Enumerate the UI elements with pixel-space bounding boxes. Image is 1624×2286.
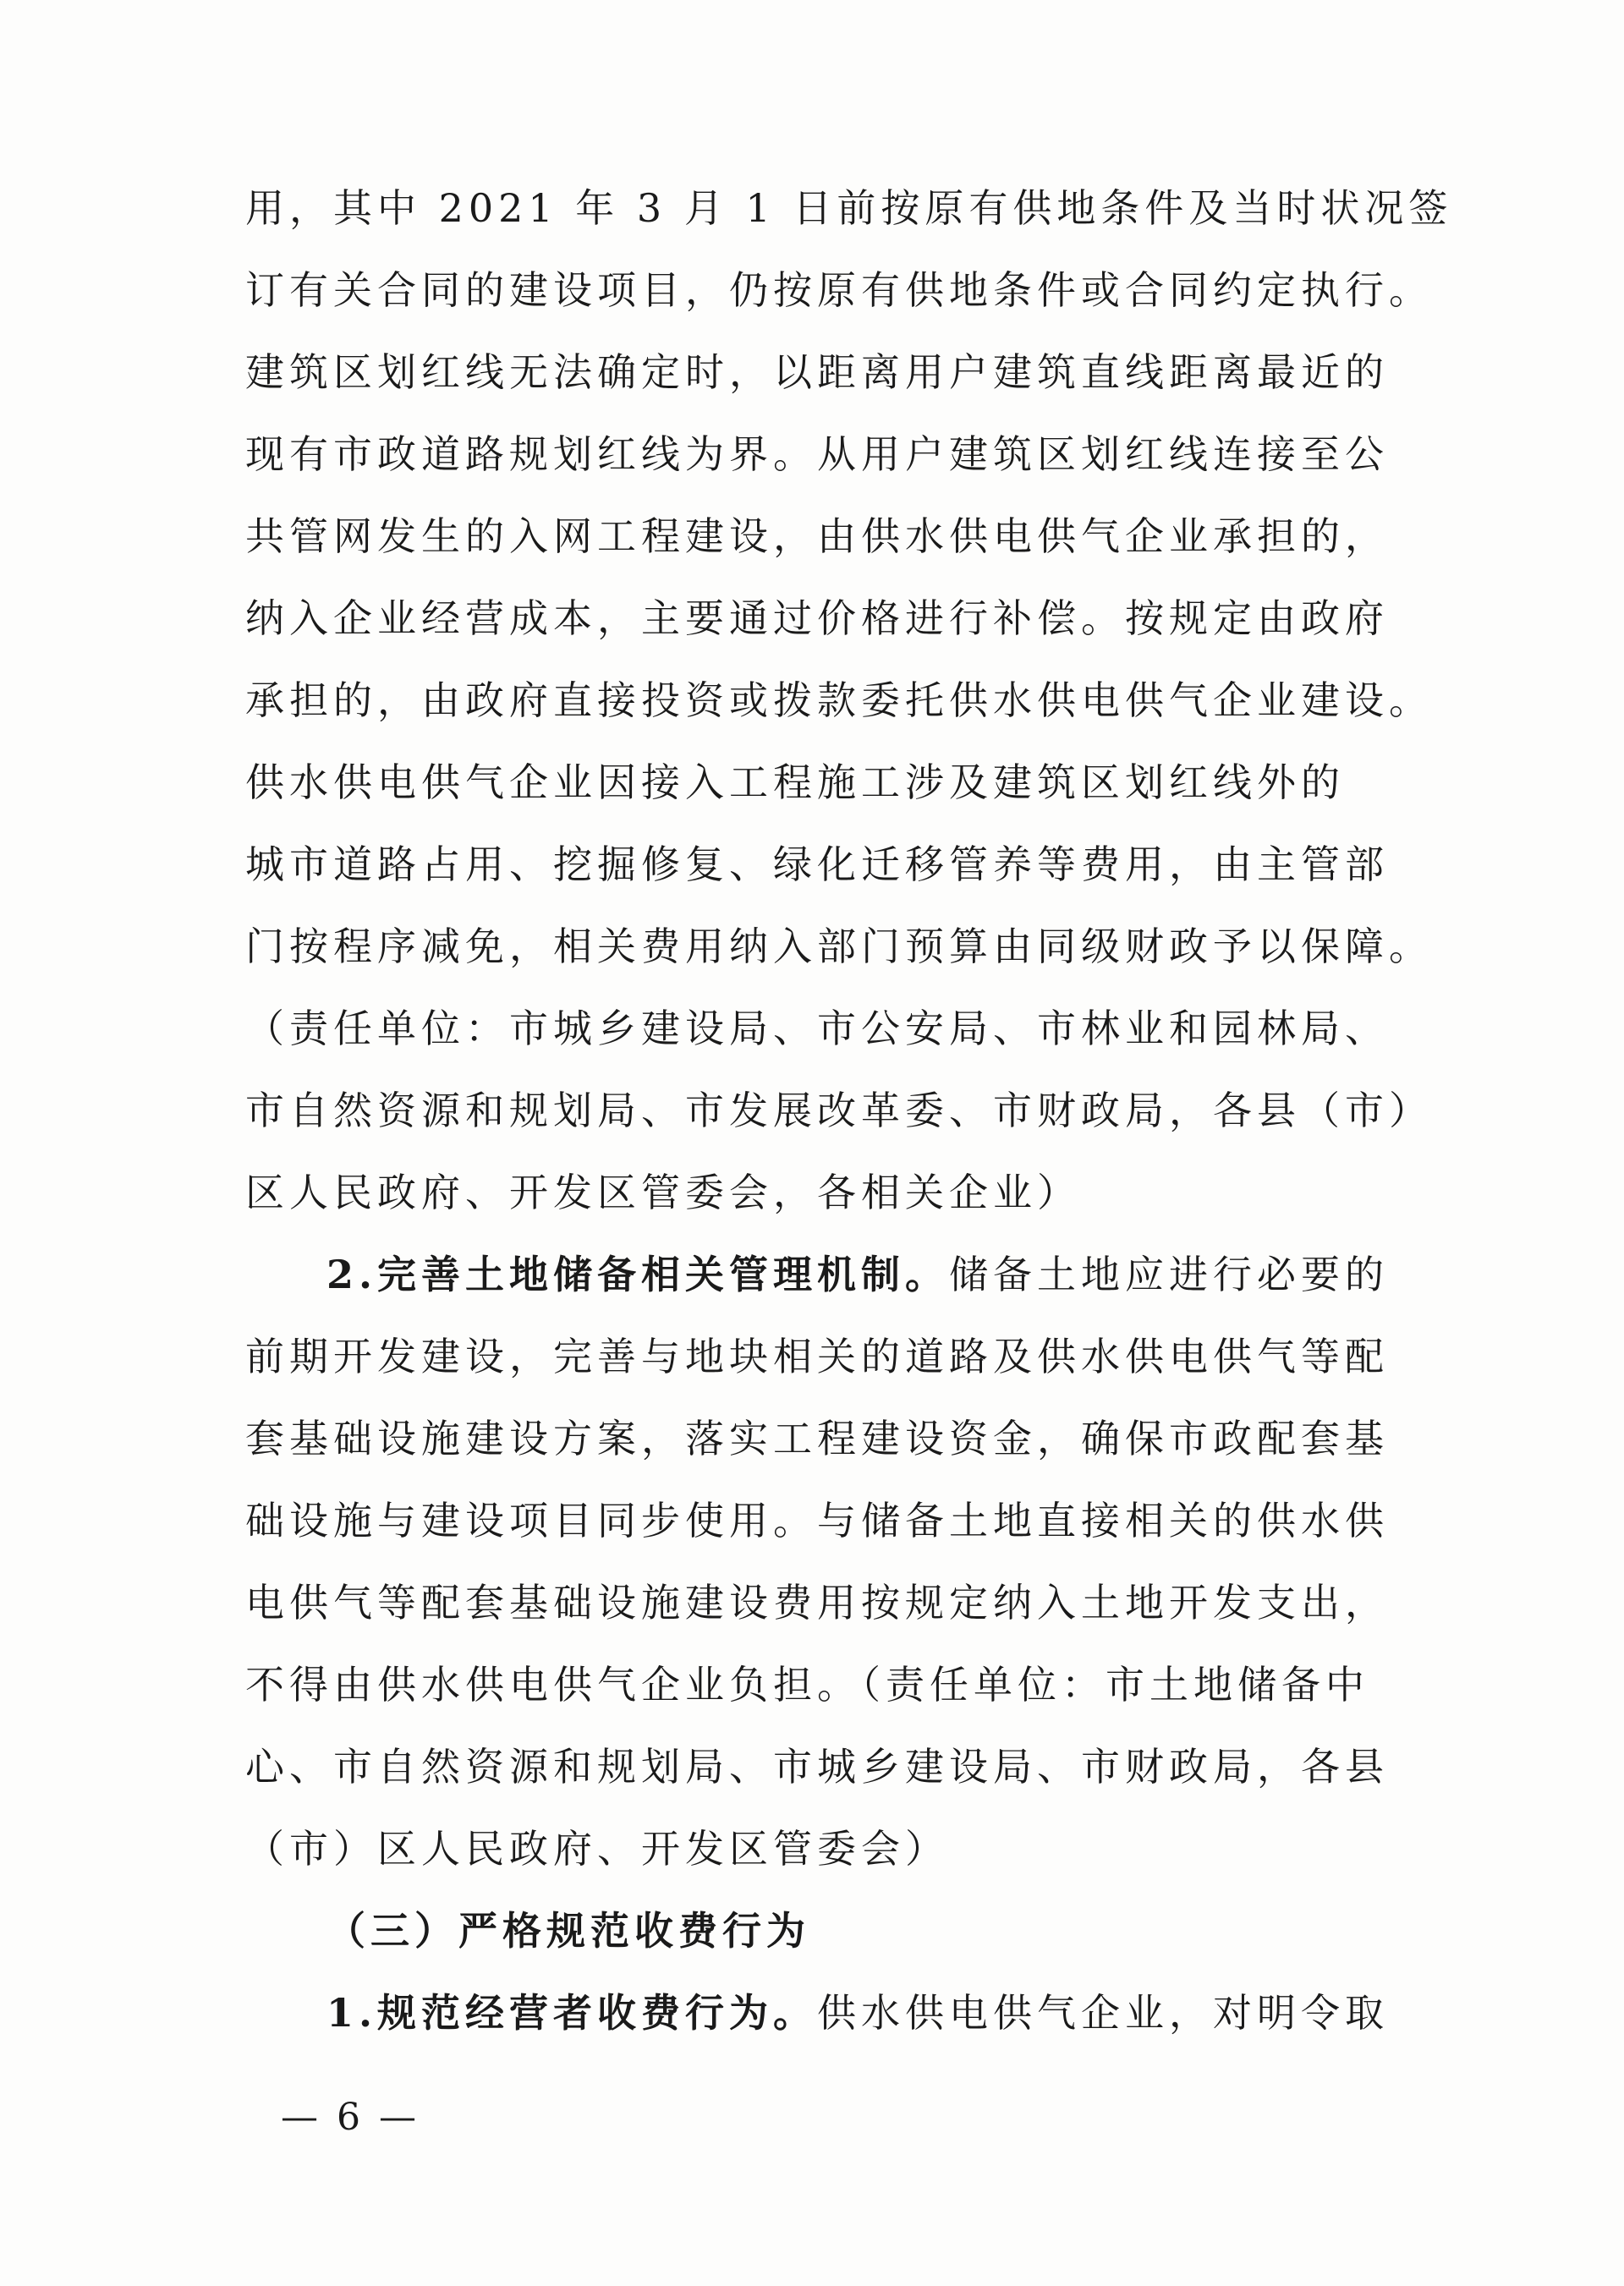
section-2-heading: 2.完善土地储备相关管理机制。 — [326, 1252, 950, 1297]
section-2-first-line — [245, 1234, 1404, 1316]
body-line: 现有市政道路规划红线为界。从用户建筑区划红线连接至公 — [245, 431, 1389, 477]
body-line: 纳入企业经营成本，主要通过价格进行补偿。按规定由政府 — [245, 595, 1389, 641]
body-line: 套基础设施建设方案，落实工程建设资金，确保市政配套基 — [245, 1416, 1389, 1461]
section-3-item-line — [245, 1972, 1404, 2054]
section-3-item-heading: 1.规范经营者收费行为。 — [326, 1990, 818, 2036]
body-line: 前期开发建设，完善与地块相关的道路及供水供电供气等配 — [245, 1334, 1389, 1379]
body-line: 用，其中 2021 年 3 月 1 日前按原有供地条件及当时状况签 — [245, 185, 1453, 231]
body-line: （市）区人民政府、开发区管委会） — [245, 1826, 949, 1872]
body-line: 区人民政府、开发区管委会，各相关企业） — [245, 1170, 1081, 1215]
section-2-first-text: 储备土地应进行必要的 — [949, 1252, 1390, 1297]
body-line: 建筑区划红线无法确定时，以距离用户建筑直线距离最近的 — [245, 349, 1389, 395]
body-line: 不得由供水供电供气企业负担。（责任单位：市土地储备中 — [245, 1662, 1369, 1708]
body-line: 门按程序减免，相关费用纳入部门预算由同级财政予以保障。 — [245, 924, 1433, 969]
body-line: 承担的，由政府直接投资或拨款委托供水供电供气企业建设。 — [245, 677, 1433, 723]
section-3-heading: （三）严格规范收费行为 — [326, 1908, 810, 1954]
body-line: 供水供电供气企业因接入工程施工涉及建筑区划红线外的 — [245, 759, 1345, 805]
body-line: 电供气等配套基础设施建设费用按规定纳入土地开发支出， — [245, 1580, 1389, 1625]
body-line: 础设施与建设项目同步使用。与储备土地直接相关的供水供 — [245, 1498, 1389, 1543]
document-body — [245, 167, 1453, 2054]
section-3-item-text: 供水供电供气企业，对明令取 — [817, 1990, 1390, 2036]
page-number: — 6 — — [281, 2096, 420, 2139]
body-line: 订有关合同的建设项目，仍按原有供地条件或合同约定执行。 — [245, 267, 1433, 313]
body-line: 心、市自然资源和规划局、市城乡建设局、市财政局，各县 — [245, 1744, 1389, 1790]
body-line: 市自然资源和规划局、市发展改革委、市财政局，各县（市） — [245, 1088, 1433, 1133]
body-line: 共管网发生的入网工程建设，由供水供电供气企业承担的， — [245, 513, 1389, 559]
body-line: （责任单位：市城乡建设局、市公安局、市林业和园林局、 — [245, 1006, 1389, 1051]
body-line: 城市道路占用、挖掘修复、绿化迁移管养等费用，由主管部 — [245, 841, 1389, 887]
